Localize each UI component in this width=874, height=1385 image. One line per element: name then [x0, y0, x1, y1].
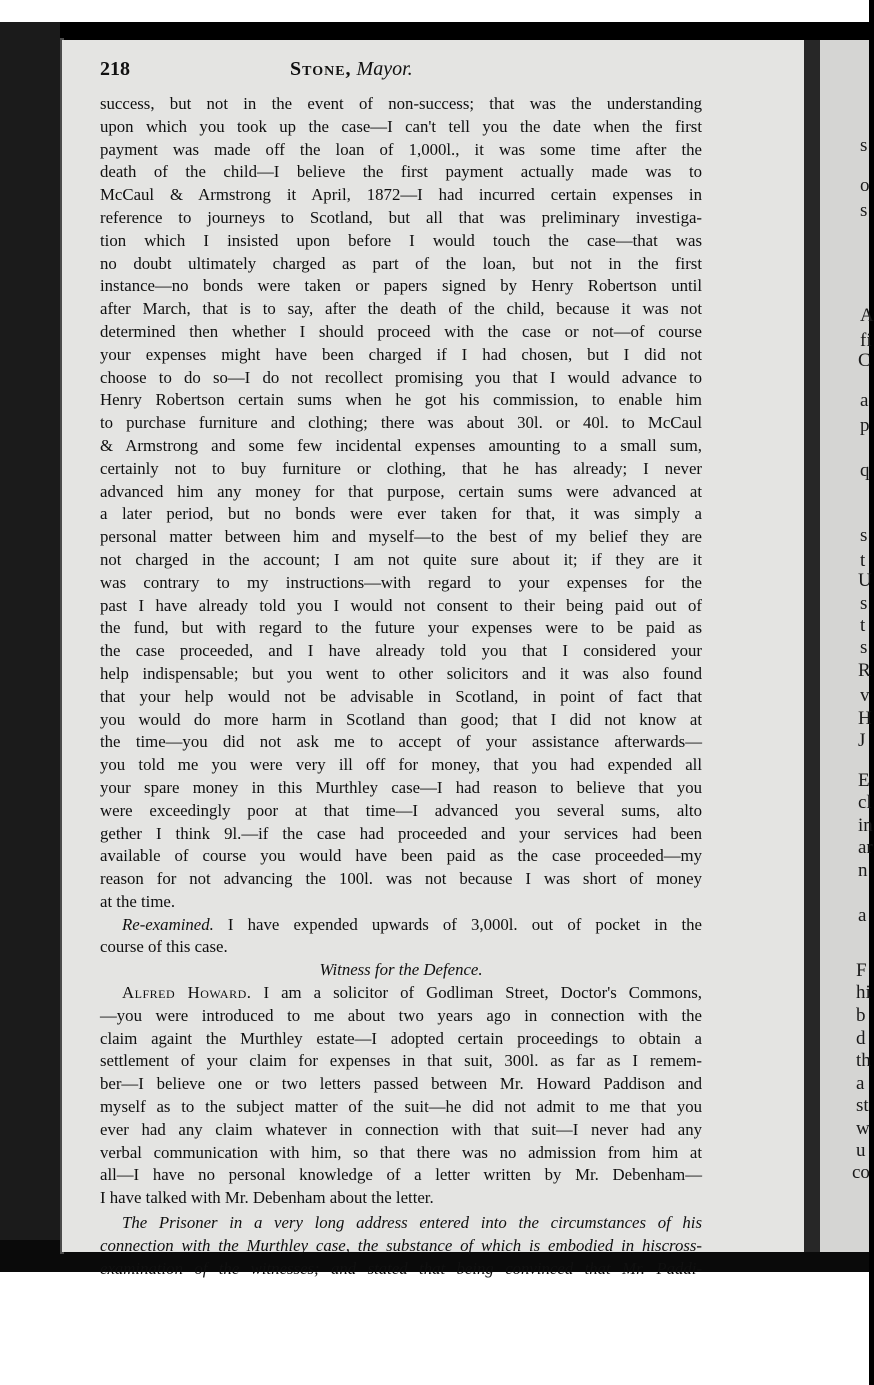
- text-line: past I have already told you I would not consent to their being paid out of: [100, 595, 702, 615]
- text-line: determined then whether I should proceed with the case or not—of course: [100, 321, 702, 341]
- text-line: ever had any claim whatever in connection with that suit—I never had any: [100, 1119, 702, 1139]
- howard-testimony: [100, 1005, 702, 1187]
- text-line: death of the child—I believe the first payment actually made was to: [100, 162, 702, 182]
- running-head: [290, 58, 413, 81]
- facing-fragment: a: [860, 390, 869, 411]
- witness-heading: Witness for the Defence.: [319, 960, 483, 980]
- facing-fragment: d: [856, 1028, 866, 1049]
- text-line: were exceedingly poor at that time—I advanced you several sums, alto: [100, 800, 702, 820]
- text-line: choose to do so—I do not recollect promising you that I would advance to: [100, 367, 702, 387]
- facing-fragment: co: [852, 1162, 870, 1183]
- facing-fragment: R: [858, 660, 871, 681]
- facing-fragment: s: [860, 135, 868, 156]
- facing-fragment: U: [858, 570, 872, 591]
- text-line: you told me you were very ill off for money, that you had expended all: [100, 755, 702, 775]
- reexamined-text: I have expended upwards of 3,000l. out of pocket in the: [227, 914, 702, 934]
- text-line: you would do more harm in Scotland than good; that I did not know at: [100, 709, 702, 729]
- text-line: the time—you did not ask me to accept of your assistance afterwards—: [100, 732, 702, 752]
- facing-fragment: u: [856, 1140, 866, 1161]
- text-line: The Prisoner in a very long address entered into the circumstances of his: [122, 1213, 702, 1233]
- facing-fragment: E: [858, 770, 870, 791]
- text-line: claim againt the Murthley estate—I adopted certain proceedings to obtain a: [100, 1028, 702, 1048]
- facing-fragment: J: [858, 730, 866, 751]
- text-line: advanced him any money for that purpose, certain sums were advanced at: [100, 481, 702, 501]
- page-number: 218: [100, 58, 130, 80]
- text-line: settlement of your claim for expenses in that suit, 300l. as far as I remem-: [100, 1051, 702, 1071]
- text-line: available of course you would have been paid as the case proceeded—my: [100, 846, 702, 866]
- text-line: personal matter between him and myself—to the best of my belief they are: [100, 527, 702, 547]
- testimony-paragraph: [100, 93, 702, 891]
- prisoner-address-paragraph: [100, 1212, 702, 1280]
- facing-fragment: s: [860, 637, 868, 658]
- scan-background-bottom: [0, 1272, 869, 1385]
- text-line: [100, 982, 702, 1005]
- text-line: ber—I believe one or two letters passed between Mr. Howard Paddison and: [100, 1074, 702, 1094]
- text-line: gether I think 9l.—if the case had proceeded and your services had been: [100, 823, 702, 843]
- scan-background-top: [0, 0, 869, 22]
- facing-fragment: F: [856, 960, 867, 981]
- text-line: & Armstrong and some few incidental expenses amounting to a small sum,: [100, 435, 702, 455]
- text-line: all—I have no personal knowledge of a letter written by Mr. Debenham—: [100, 1165, 702, 1185]
- facing-fragment: p: [860, 415, 870, 436]
- body-text: [100, 93, 702, 1280]
- scan-left-edge: [0, 22, 60, 1272]
- text-line: a later period, but no bonds were ever taken for that, it was simply a: [100, 504, 702, 524]
- facing-fragment: hi: [856, 982, 871, 1003]
- facing-fragment: n: [858, 860, 868, 881]
- text-line: course of this case.: [100, 937, 228, 957]
- witness-name: Alfred Howard.: [122, 983, 252, 1003]
- facing-page: [820, 40, 874, 1252]
- text-line: myself as to the subject matter of the suit—he did not admit to me that you: [100, 1097, 702, 1117]
- text-line: not charged in the account; I am not quite sure about it; if they are it: [100, 549, 702, 569]
- text-line: the fund, but with regard to the future your expenses were to be paid as: [100, 618, 702, 638]
- text-line: to purchase furniture and clothing; there was about 30l. or 40l. to McCaul: [100, 413, 702, 433]
- facing-fragment: th: [856, 1050, 871, 1071]
- facing-fragment: w: [856, 1118, 870, 1139]
- facing-fragment: in: [858, 815, 873, 836]
- facing-fragment: t: [860, 615, 866, 636]
- text-line: I have talked with Mr. Debenham about the letter.: [100, 1188, 434, 1208]
- text-line: no doubt ultimately charged as part of the loan, but not in the first: [100, 253, 702, 273]
- text-line: connection with the Murthley case, the substance of which is embodied in hiscross-: [100, 1235, 702, 1255]
- facing-fragment: C: [858, 350, 871, 371]
- running-head-name: Stone,: [290, 58, 352, 80]
- facing-fragment: H: [858, 708, 872, 729]
- text-line: help indispensable; but you went to other solicitors and it was also found: [100, 663, 702, 683]
- page-header: [100, 58, 570, 86]
- facing-fragment: a: [856, 1073, 865, 1094]
- text-line: that your help would not be advisable in Scotland, in point of fact that: [100, 686, 702, 706]
- text-line: success, but not in the event of non-success; that was the understanding: [100, 94, 702, 113]
- text-line: Henry Robertson certain sums when he got his commission, to enable him: [100, 390, 702, 410]
- text-line: at the time.: [100, 891, 176, 911]
- text-line: tion which I insisted upon before I would touch the case—that was: [100, 230, 702, 250]
- text-line: your spare money in this Murthley case—I had reason to believe that you: [100, 777, 702, 797]
- facing-fragment: s: [860, 525, 868, 546]
- book-gutter: [804, 40, 820, 1252]
- text-line: reason for not advancing the 100l. was not because I was short of money: [100, 869, 702, 889]
- facing-fragment: q: [860, 460, 870, 481]
- text-line: reference to journeys to Scotland, but all that was preliminary investiga-: [100, 207, 702, 227]
- text-line: McCaul & Armstrong it April, 1872—I had incurred certain expenses in: [100, 185, 702, 205]
- text-line: [100, 914, 702, 937]
- text-line: certainly not to buy furniture or clothing, that he has already; I never: [100, 458, 702, 478]
- facing-fragment: a: [858, 905, 867, 926]
- text-line: upon which you took up the case—I can't tell you the date when the first: [100, 116, 702, 136]
- text-line: verbal communication with him, so that there was no admission from him at: [100, 1142, 702, 1162]
- witness-first-line: I am a solicitor of Godliman Street, Doctor's Commons,: [263, 983, 702, 1003]
- facing-fragment: ar: [858, 837, 873, 858]
- facing-fragment: v: [860, 685, 870, 706]
- text-line: was contrary to my instructions—with regard to your expenses for the: [100, 572, 702, 592]
- facing-fragment: s: [860, 200, 868, 221]
- facing-fragment: s: [860, 593, 868, 614]
- facing-fragment: t: [860, 550, 866, 571]
- text-line: payment was made off the loan of 1,000l., it was some time after the: [100, 139, 702, 159]
- facing-fragment: A: [860, 305, 874, 326]
- reexamined-label: Re-examined.: [122, 914, 214, 934]
- facing-fragment: st: [856, 1095, 869, 1116]
- text-line: examination of the witnesses; and stated that being convinced that Mr. Paddi-: [100, 1258, 702, 1278]
- text-line: the case proceeded, and I have already told you that I considered your: [100, 641, 702, 661]
- text-line: after March, that is to say, after the death of the child, because it was not: [100, 299, 702, 319]
- facing-fragment: o: [860, 175, 870, 196]
- facing-fragment: fi: [860, 330, 872, 351]
- running-head-title: Mayor.: [356, 58, 413, 80]
- facing-fragment: cl: [858, 792, 872, 813]
- text-line: instance—no bonds were taken or papers signed by Henry Robertson until: [100, 276, 702, 296]
- text-line: your expenses might have been charged if I had chosen, but I did not: [100, 344, 702, 364]
- facing-fragment: b: [856, 1005, 866, 1026]
- text-line: —you were introduced to me about two years ago in connection with the: [100, 1005, 702, 1025]
